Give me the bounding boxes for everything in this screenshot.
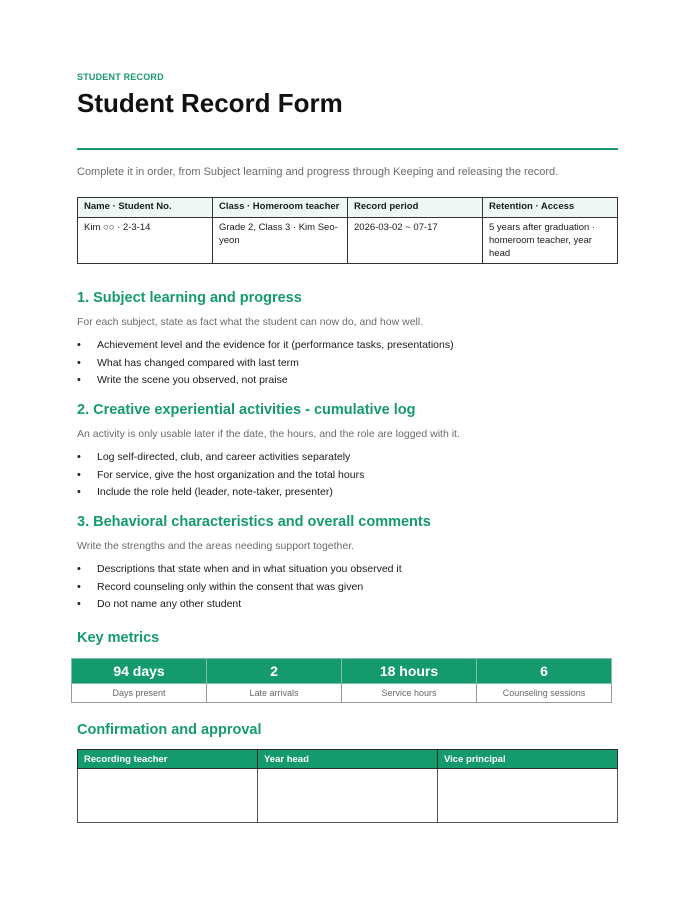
list-item-text: What has changed compared with last term (97, 356, 299, 369)
section-heading: 2. Creative experiential activities - cumulative log (77, 402, 416, 418)
title-divider (77, 148, 618, 150)
list-item-text: Descriptions that state when and in what situation you observed it (97, 563, 402, 575)
list-item (77, 467, 618, 485)
approval-signature-row (78, 769, 618, 823)
bullet-list (77, 449, 618, 502)
approval-header-year-head: Year head (258, 750, 438, 769)
info-header-period: Record period (348, 198, 483, 218)
list-item-text: Write the scene you observed, not praise (97, 374, 288, 386)
list-item (77, 561, 618, 579)
info-value-period: 2026-03-02 ~ 07-17 (348, 218, 483, 264)
metric-days-present-value: 94 days (72, 659, 207, 684)
list-item (77, 596, 618, 614)
info-value-retention: 5 years after graduation · homeroom teacher, year head (483, 218, 618, 264)
info-header-row (78, 198, 618, 218)
info-header-class: Class · Homeroom teacher (213, 198, 348, 218)
bullet-icon: • (77, 356, 81, 369)
bullet-icon: • (77, 580, 81, 593)
metric-days-present-label: Days present (72, 684, 207, 703)
bullet-icon: • (77, 374, 81, 386)
metric-late-arrivals-value: 2 (207, 659, 342, 684)
signature-box-year-head[interactable] (258, 769, 438, 823)
section-behavioral (77, 514, 618, 614)
metric-service-hours-value: 18 hours (342, 659, 477, 684)
bullet-icon: • (77, 339, 81, 351)
metric-counseling-value: 6 (477, 659, 612, 684)
bullet-icon: • (77, 468, 81, 481)
section-subtitle: Write the strengths and the areas needing support together. (77, 540, 355, 552)
list-item (77, 355, 618, 373)
section-heading: 3. Behavioral characteristics and overall comments (77, 514, 431, 530)
info-value-class: Grade 2, Class 3 · Kim Seo-yeon (213, 218, 348, 264)
section-subtitle: An activity is only usable later if the date, the hours, and the role are logged with it. (77, 428, 460, 440)
list-item-text: Include the role held (leader, note-taker, presenter) (97, 486, 333, 498)
list-item-text: For service, give the host organization and the total hours (97, 468, 365, 481)
section-subtitle: For each subject, state as fact what the student can now do, and how well. (77, 316, 424, 328)
section-subject-learning (77, 290, 618, 390)
section-heading: 1. Subject learning and progress (77, 290, 302, 306)
signature-box-vice-principal[interactable] (438, 769, 618, 823)
approval-table (77, 749, 618, 823)
metric-service-hours-label: Service hours (342, 684, 477, 703)
approval-header-row (78, 750, 618, 769)
metric-late-arrivals-label: Late arrivals (207, 684, 342, 703)
list-item (77, 484, 618, 502)
bullet-icon: • (77, 451, 81, 463)
list-item-text: Do not name any other student (97, 598, 242, 610)
info-header-name: Name · Student No. (78, 198, 213, 218)
bullet-icon: • (77, 563, 81, 575)
info-value-row (78, 218, 618, 264)
eyebrow-label: STUDENT RECORD (77, 72, 164, 82)
list-item (77, 449, 618, 467)
signature-box-recording-teacher[interactable] (78, 769, 258, 823)
info-value-name: Kim ○○ · 2-3-14 (78, 218, 213, 264)
bullet-icon: • (77, 598, 81, 610)
info-header-retention: Retention · Access (483, 198, 618, 218)
metric-counseling-label: Counseling sessions (477, 684, 612, 703)
approval-title: Confirmation and approval (77, 722, 262, 738)
section-creative-activities (77, 402, 618, 502)
key-metrics-title: Key metrics (77, 630, 160, 646)
bullet-list (77, 561, 618, 614)
list-item-text: Log self-directed, club, and career activities separately (97, 451, 351, 463)
key-metrics-table (71, 658, 612, 703)
metrics-label-row (72, 684, 612, 703)
approval-header-recording-teacher: Recording teacher (78, 750, 258, 769)
student-info-table (77, 197, 618, 264)
list-item-text: Achievement level and the evidence for it (performance tasks, presentations) (97, 339, 454, 351)
approval-header-vice-principal: Vice principal (438, 750, 618, 769)
list-item (77, 579, 618, 597)
list-item (77, 372, 618, 390)
list-item (77, 337, 618, 355)
bullet-icon: • (77, 486, 81, 498)
page-title: Student Record Form (77, 88, 343, 118)
intro-text: Complete it in order, from Subject learning and progress through Keeping and releasing the record. (77, 166, 559, 178)
metrics-value-row (72, 659, 612, 684)
list-item-text: Record counseling only within the consent that was given (97, 580, 364, 593)
bullet-list (77, 337, 618, 390)
